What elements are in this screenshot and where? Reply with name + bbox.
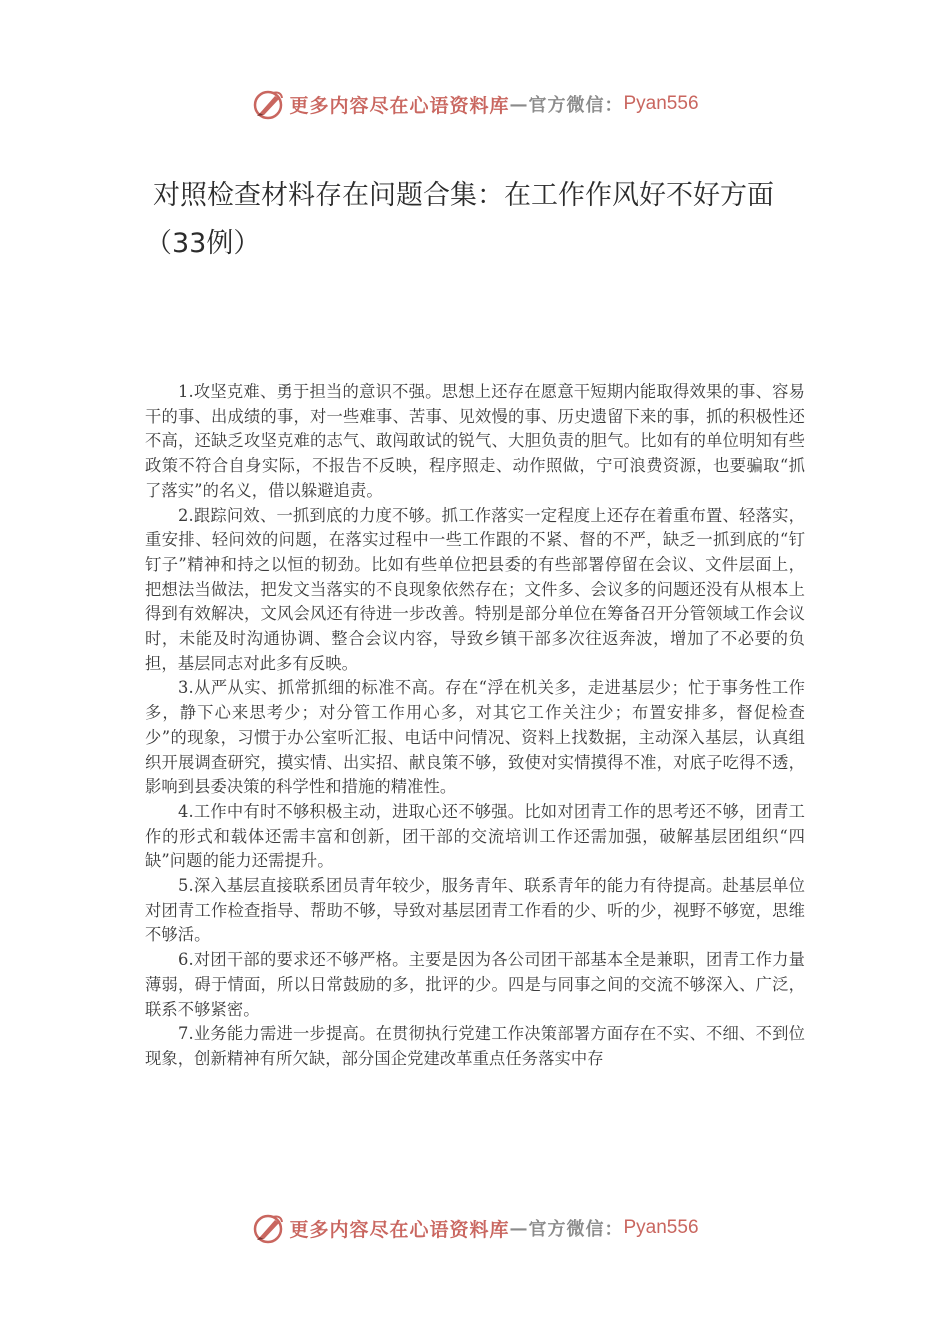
banner-dash: — <box>509 1217 529 1239</box>
footer-banner <box>0 1208 950 1248</box>
banner-main-text: 更多内容尽在心语资料库 <box>289 1218 510 1241</box>
banner-dash: — <box>509 93 529 115</box>
banner-wechat-id: Pyan556 <box>623 1217 699 1238</box>
pen-logo-icon <box>251 1211 285 1245</box>
paragraph-1: 1.攻坚克难、勇于担当的意识不强。思想上还存在愿意干短期内能取得效果的事、容易干的事、出成绩的事，对一些难事、苦事、见效慢的事、历史遗留下来的事，抓的积极性还不高，还缺乏攻坚克难的志气、敢闯敢试的锐气、大胆负责的胆气。比如有的单位明知有些政策不符合自身实际，不报告不反映，程序照走、动作照做，宁可浪费资源，也要骗取“抓了落实”的名义，借以躲避追责。 <box>145 382 805 500</box>
banner-sub-text: 官方微信： <box>528 1219 624 1240</box>
paragraph-6: 6.对团干部的要求还不够严格。主要是因为各公司团干部基本全是兼职，团青工作力量薄弱，碍于情面，所以日常鼓励的多，批评的少。四是与同事之间的交流不够深入、广泛，联系不够紧密。 <box>145 950 805 1019</box>
page-title: 对照检查材料存在问题合集：在工作作风好不好方面（33例） <box>145 180 774 259</box>
banner-sub-text: 官方微信： <box>528 95 624 116</box>
paragraph-4: 4.工作中有时不够积极主动，进取心还不够强。比如对团青工作的思考还不够，团青工作的形式和载体还需丰富和创新，团干部的交流培训工作还需加强，破解基层团组织“四缺”问题的能力还需提升。 <box>145 801 805 871</box>
banner-main-text: 更多内容尽在心语资料库 <box>289 94 510 117</box>
paragraph-2: 2.跟踪问效、一抓到底的力度不够。抓工作落实一定程度上还存在着重布置、轻落实，重安排、轻问效的问题，在落实过程中一些工作跟的不紧、督的不严，缺乏一抓到底的“钉钉子”精神和持之以恒的韧劲。比如有些单位把县委的有些部署停留在会议、文件层面上，把想法当做法，把发文当落实的不良现象依然存在；文件多、会议多的问题还没有从根本上得到有效解决，文风会风还有待进一步改善。特别是部分单位在筹备召开分管领域工作会议时，未能及时沟通协调、整合会议内容，导致乡镇干部多次往返奔波，增加了不必要的负担，基层同志对此多有反映。 <box>145 505 805 673</box>
paragraph-7: 7.业务能力需进一步提高。在贯彻执行党建工作决策部署方面存在不实、不细、不到位现象，创新精神有所欠缺，部分国企党建改革重点任务落实中存 <box>145 1024 805 1068</box>
paragraph-3: 3.从严从实、抓常抓细的标准不高。存在“浮在机关多，走进基层少；忙于事务性工作多，静下心来思考少；对分管工作用心多，对其它工作关注少；布置安排多，督促检查少”的现象，习惯于办公室听汇报、电话中问情况、资料上找数据，主动深入基层，认真组织开展调查研究，摸实情、出实招、献良策不够，致使对实情摸得不准，对底子吃得不透，影响到县委决策的科学性和措施的精准性。 <box>145 678 805 797</box>
paragraph-5: 5.深入基层直接联系团员青年较少，服务青年、联系青年的能力有待提高。赴基层单位对团青工作检查指导、帮助不够，导致对基层团青工作看的少、听的少，视野不够宽，思维不够活。 <box>145 876 805 945</box>
header-banner <box>0 84 950 124</box>
document-body <box>145 380 805 1072</box>
pen-logo-icon <box>251 87 285 121</box>
banner-wechat-id: Pyan556 <box>623 93 699 114</box>
